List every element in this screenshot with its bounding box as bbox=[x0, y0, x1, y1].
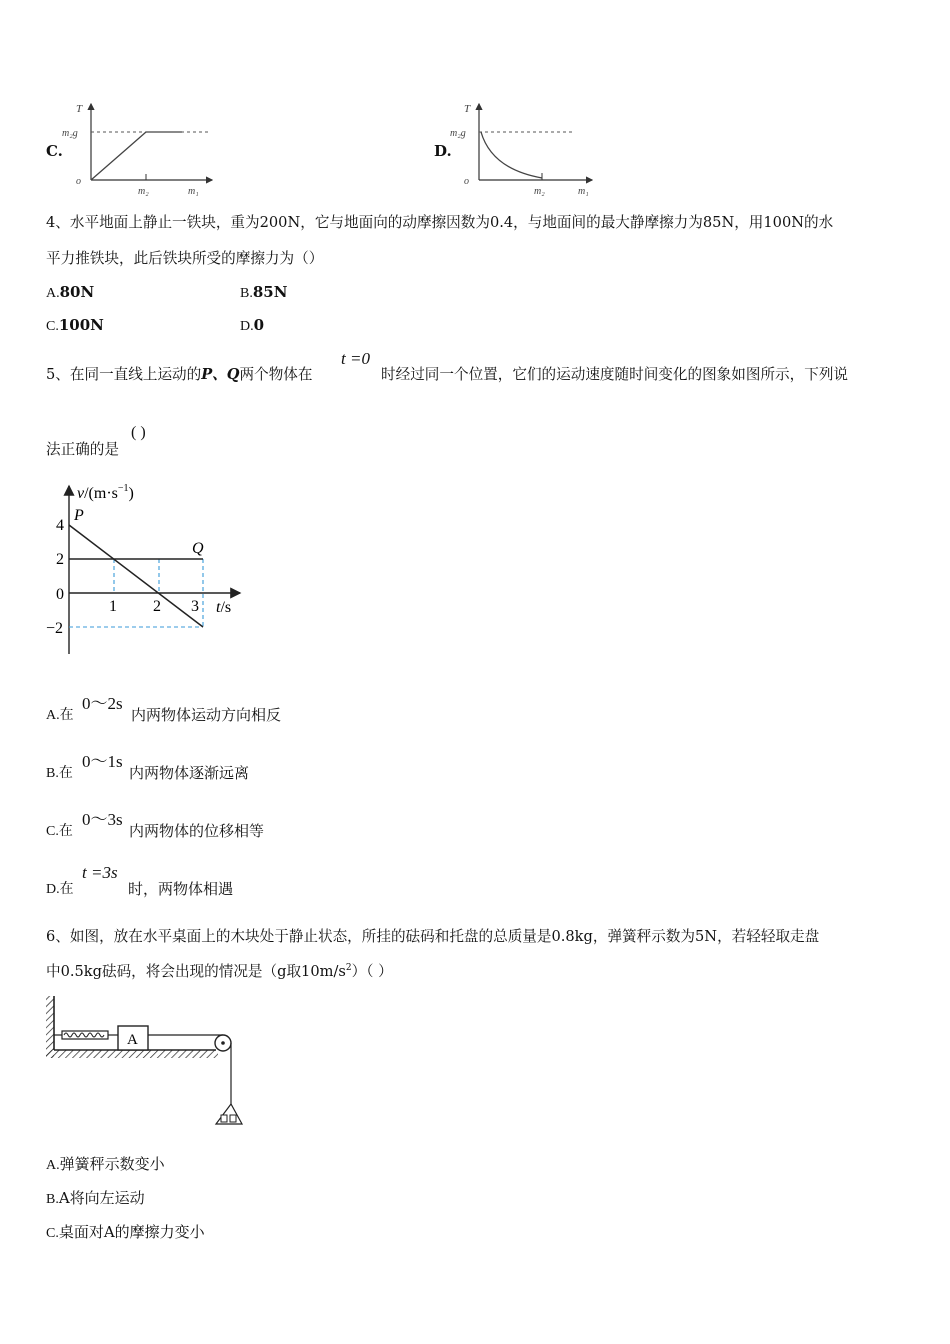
q5-option-b-formula: 0～1s bbox=[82, 752, 123, 771]
c-x-axis-label: m₁ bbox=[188, 186, 199, 197]
c-origin: o bbox=[76, 176, 81, 187]
q5-answer-paren: ( ) bbox=[131, 424, 146, 441]
q5-option-b[interactable]: B.在 bbox=[46, 766, 73, 781]
q5-t-formula: t =0 bbox=[341, 349, 370, 368]
q6-option-c[interactable]: C.桌面对A的摩擦力变小 bbox=[46, 1223, 205, 1241]
q5-velocity-graph bbox=[44, 478, 264, 658]
d-y-axis-label: T bbox=[464, 103, 471, 115]
q5-text-line1: 5、在同一直线上运动的P、Q两个物体在 bbox=[46, 366, 313, 383]
q6-spring-scale bbox=[62, 1031, 108, 1039]
q5-option-a[interactable]: A.在 bbox=[46, 708, 74, 723]
option-d-label: D. bbox=[434, 142, 452, 160]
q5-option-d[interactable]: D.在 bbox=[46, 882, 74, 897]
graph-d bbox=[448, 96, 608, 200]
q5-text-line2: 法正确的是 bbox=[46, 441, 119, 458]
q6-option-b[interactable]: B.A将向左运动 bbox=[46, 1189, 145, 1207]
q5-option-c-formula: 0～3s bbox=[82, 810, 123, 829]
graph-c bbox=[60, 96, 220, 200]
q5-y-tick-4: 4 bbox=[56, 517, 64, 534]
q5-option-d-formula: t =3s bbox=[82, 863, 118, 882]
option-c-label: C. bbox=[46, 142, 63, 160]
q6-weight-2 bbox=[230, 1115, 236, 1122]
q5-option-d-text: 时，两物体相遇 bbox=[128, 880, 234, 898]
q4-text-line2: 平力推铁块，此后铁块所受的摩擦力为（） bbox=[46, 250, 324, 267]
q5-option-c-text: 内两物体的位移相等 bbox=[129, 822, 265, 840]
q5-x-tick-1: 1 bbox=[109, 598, 117, 615]
q5-option-c[interactable]: C.在 bbox=[46, 824, 73, 839]
d-x-tick-label: m₂ bbox=[534, 186, 545, 197]
q5-line-p bbox=[69, 525, 203, 627]
q5-p-label: P bbox=[74, 507, 84, 524]
q6-weight-1 bbox=[221, 1115, 227, 1122]
q5-option-a-text: 内两物体运动方向相反 bbox=[131, 706, 282, 724]
c-curve-rise bbox=[91, 132, 146, 180]
q4-option-d[interactable]: D.0 bbox=[240, 316, 265, 334]
q5-q-label: Q bbox=[192, 540, 204, 557]
q4-option-c[interactable]: C.100N bbox=[46, 316, 104, 334]
q6-text-line1: 6、如图，放在水平桌面上的木块处于静止状态，所挂的砝码和托盘的总质量是0.8kg，弹簧秤示数为5N，若轻轻取走盘 bbox=[46, 928, 820, 945]
q6-apparatus-diagram bbox=[44, 994, 254, 1130]
q4-option-a[interactable]: A.80N bbox=[46, 283, 95, 301]
d-x-axis-label: m₁ bbox=[578, 186, 589, 197]
q5-y-tick-0: 0 bbox=[56, 586, 64, 603]
q5-t-axis-label: t/s bbox=[216, 599, 232, 616]
q6-option-a[interactable]: A.弹簧秤示数变小 bbox=[46, 1155, 165, 1173]
q4-text-line1: 4、水平地面上静止一铁块，重为200N，它与地面向的动摩擦因数为0.4，与地面间的最大静摩擦力为85N，用100N的水 bbox=[46, 214, 834, 231]
c-y-axis-label: T bbox=[76, 103, 83, 115]
q6-block-a-label: A bbox=[127, 1032, 138, 1048]
q6-text-line2: 中0.5kg砝码，将会出现的情况是（g取$10m/s^2$）（ ） bbox=[46, 963, 393, 980]
d-origin: o bbox=[464, 176, 469, 187]
d-curve bbox=[481, 132, 542, 178]
q6-tray bbox=[216, 1104, 242, 1124]
q5-option-a-formula: 0～2s bbox=[82, 694, 123, 713]
q5-v-axis-label: $v/(m\cdot s^{-1})$ bbox=[77, 483, 134, 502]
c-y-mark: m₂g bbox=[62, 128, 78, 139]
q5-text-line1-end: 时经过同一个位置，它们的运动速度随时间变化的图象如图所示，下列说 bbox=[381, 366, 849, 383]
q6-wall-hatch bbox=[46, 996, 54, 1058]
q5-y-tick-2: 2 bbox=[56, 551, 64, 568]
q5-x-tick-3: 3 bbox=[191, 598, 199, 615]
q6-table-hatch bbox=[46, 1050, 218, 1058]
d-y-mark: m₂g bbox=[450, 128, 466, 139]
q5-x-tick-2: 2 bbox=[153, 598, 161, 615]
c-x-tick-label: m₂ bbox=[138, 186, 149, 197]
q5-option-b-text: 内两物体逐渐远离 bbox=[129, 764, 250, 782]
q5-y-tick-neg2: −2 bbox=[46, 620, 64, 637]
q4-option-b[interactable]: B.85N bbox=[240, 283, 288, 301]
